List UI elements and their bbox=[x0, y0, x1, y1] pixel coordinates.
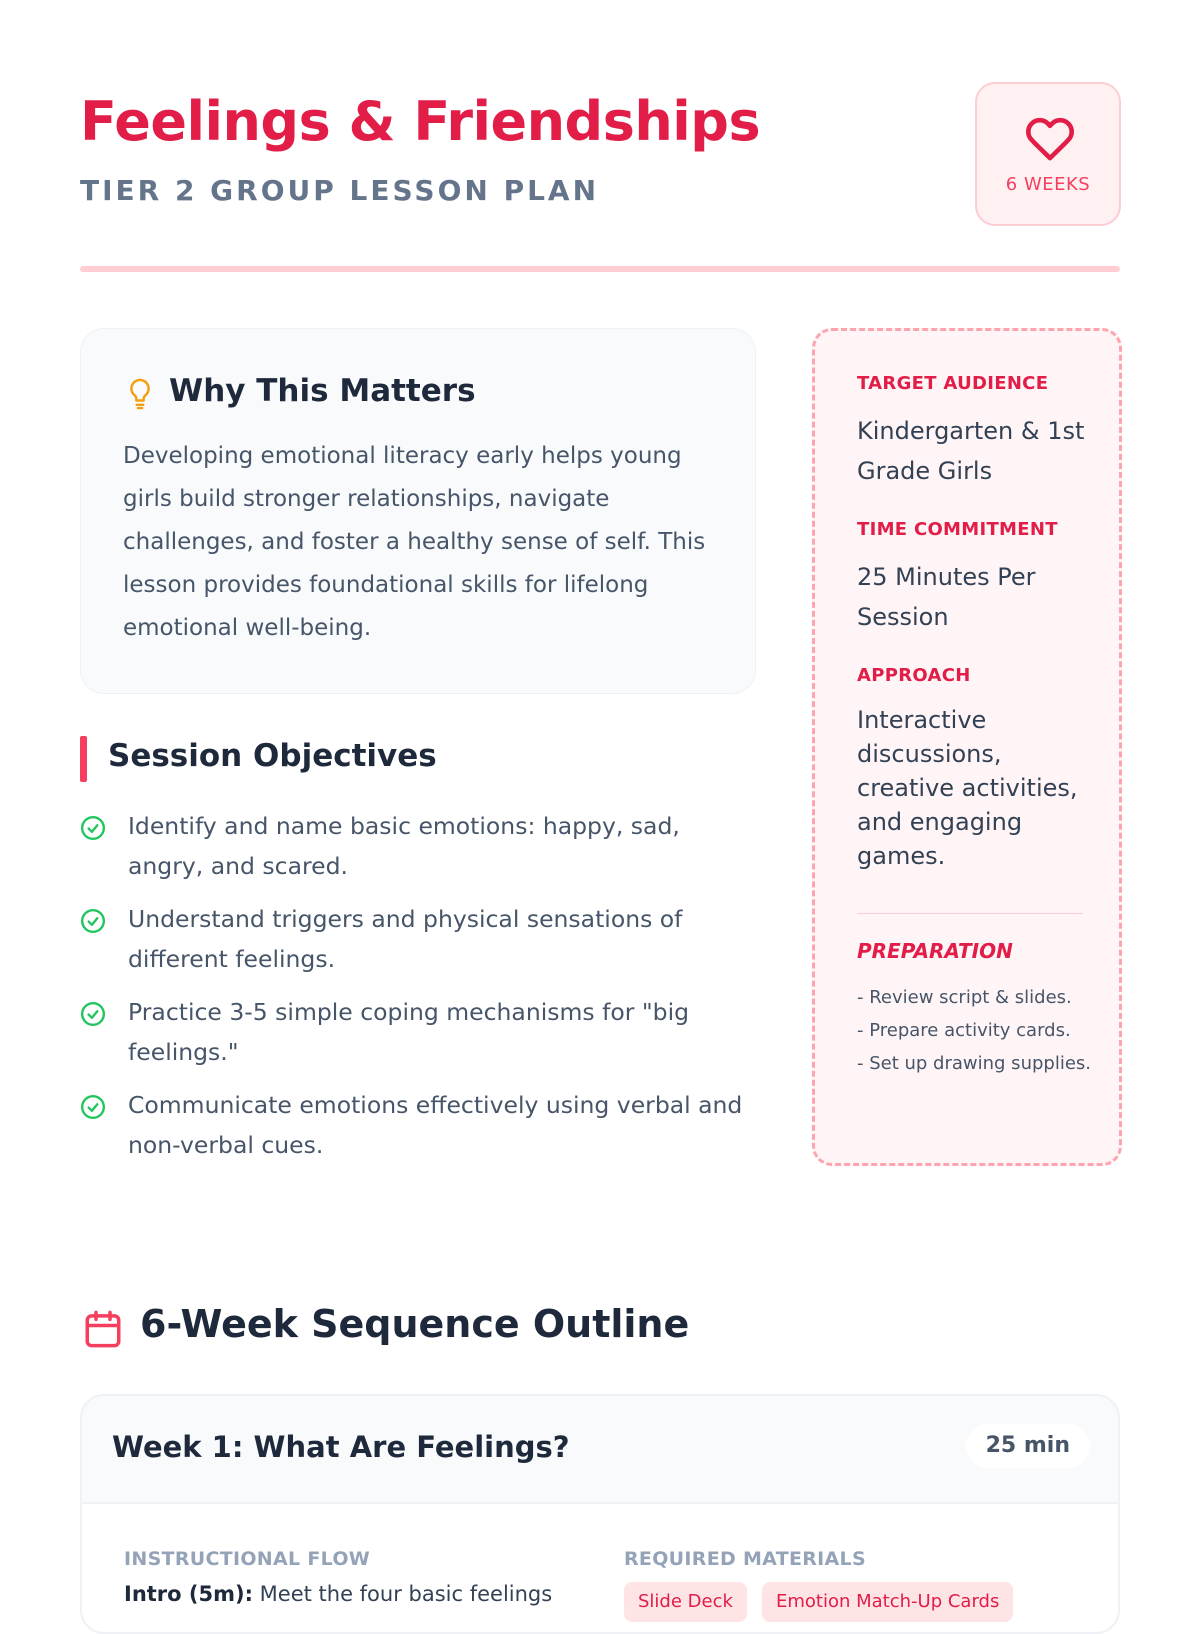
calendar-icon bbox=[82, 1307, 124, 1351]
flow-label: INSTRUCTIONAL FLOW bbox=[124, 1548, 371, 1570]
why-title: Why This Matters bbox=[169, 373, 476, 409]
week-header[interactable] bbox=[82, 1396, 1118, 1504]
sequence-title: 6-Week Sequence Outline bbox=[140, 1302, 690, 1346]
objective-text: Understand triggers and physical sensations of different feelings. bbox=[128, 905, 683, 973]
details-sidebar bbox=[812, 328, 1122, 1166]
page-subtitle: TIER 2 GROUP LESSON PLAN bbox=[80, 174, 600, 207]
check-circle-icon bbox=[80, 1001, 106, 1027]
why-this-matters-card bbox=[80, 328, 756, 694]
flow-item-text: Meet the four basic feelings bbox=[252, 1582, 553, 1606]
objectives-accent-bar bbox=[80, 736, 87, 782]
approach-value: Interactive discussions, creative activities, and engaging games. bbox=[857, 706, 1078, 870]
objectives-title: Session Objectives bbox=[108, 738, 437, 774]
audience-label: TARGET AUDIENCE bbox=[857, 373, 1049, 394]
approach-label: APPROACH bbox=[857, 665, 971, 686]
objective-item bbox=[80, 806, 760, 899]
check-circle-icon bbox=[80, 1094, 106, 1120]
objectives-list bbox=[80, 806, 760, 1178]
materials-label: REQUIRED MATERIALS bbox=[624, 1548, 866, 1570]
time-value: 25 Minutes Per Session bbox=[857, 563, 1036, 631]
heart-icon bbox=[1023, 114, 1077, 164]
preparation-label: PREPARATION bbox=[857, 939, 1013, 963]
objective-item bbox=[80, 899, 760, 992]
preparation-item: - Review script & slides. bbox=[857, 987, 1072, 1008]
badge-label: 6 WEEKS bbox=[1005, 174, 1091, 195]
week-duration-pill: 25 min bbox=[966, 1424, 1090, 1468]
preparation-list bbox=[857, 981, 1097, 1080]
check-circle-icon bbox=[80, 908, 106, 934]
why-body: Developing emotional literacy early helps young girls build stronger relationships, navigate challenges, and foster a healthy sense of self. This lesson provides foundational skills for lifelong emotional well-being. bbox=[123, 443, 706, 641]
lightbulb-icon bbox=[127, 377, 153, 411]
time-label: TIME COMMITMENT bbox=[857, 519, 1058, 540]
header-divider bbox=[80, 266, 1120, 272]
week-card[interactable] bbox=[80, 1394, 1120, 1634]
week-title: Week 1: What Are Feelings? bbox=[112, 1430, 570, 1464]
objective-text: Communicate emotions effectively using verbal and non-verbal cues. bbox=[128, 1091, 743, 1159]
audience-value: Kindergarten & 1st Grade Girls bbox=[857, 417, 1085, 485]
page-header bbox=[80, 90, 1120, 280]
sidebar-divider bbox=[857, 913, 1083, 914]
material-tag: Slide Deck bbox=[624, 1582, 747, 1622]
objective-item bbox=[80, 992, 760, 1085]
preparation-item: - Set up drawing supplies. bbox=[857, 1053, 1091, 1074]
objective-item bbox=[80, 1085, 760, 1178]
check-circle-icon bbox=[80, 815, 106, 841]
flow-item bbox=[124, 1582, 552, 1606]
duration-badge bbox=[975, 82, 1121, 226]
preparation-item: - Prepare activity cards. bbox=[857, 1020, 1071, 1041]
objective-text: Identify and name basic emotions: happy, sad, angry, and scared. bbox=[128, 812, 680, 880]
objective-text: Practice 3-5 simple coping mechanisms for "big feelings." bbox=[128, 998, 690, 1066]
flow-item-heading: Intro (5m): bbox=[124, 1582, 253, 1606]
page-title: Feelings & Friendships bbox=[80, 90, 761, 153]
material-tag: Emotion Match-Up Cards bbox=[762, 1582, 1013, 1622]
